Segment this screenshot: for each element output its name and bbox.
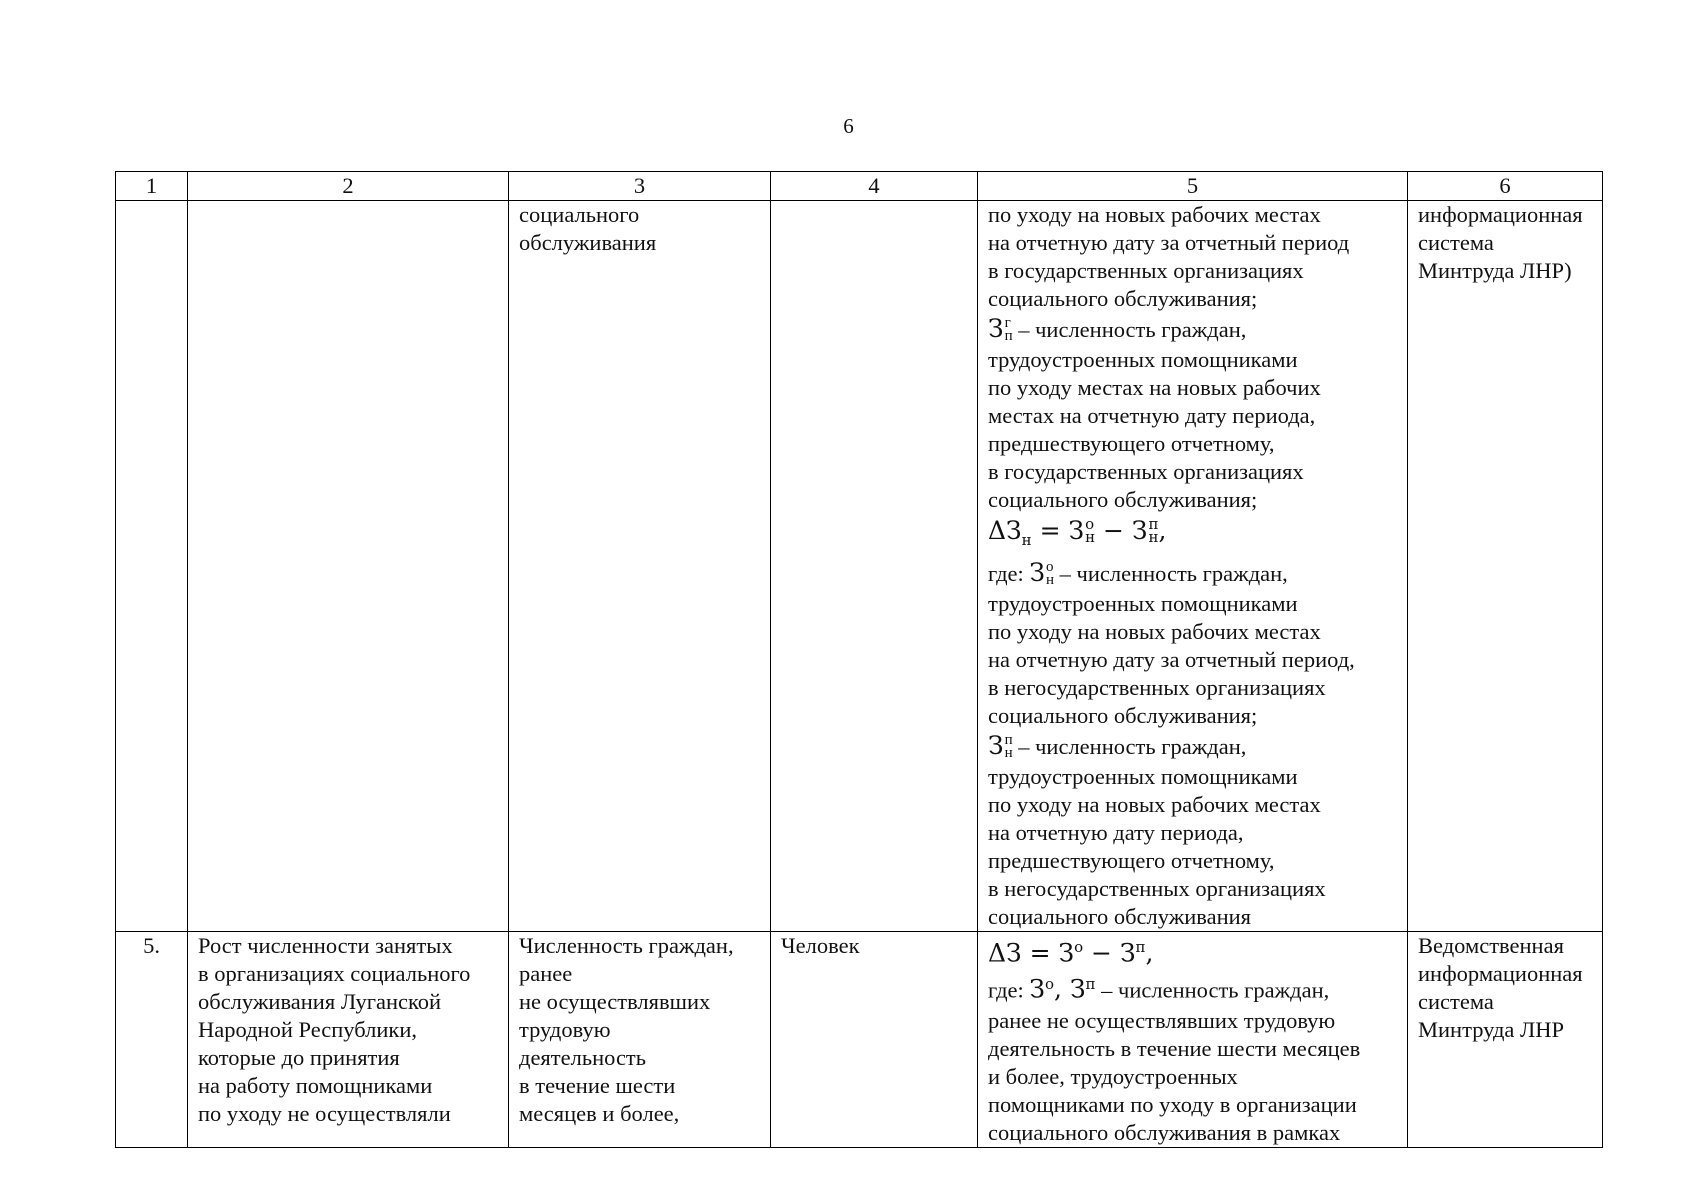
text-line: в негосударственных организациях <box>988 675 1326 700</box>
table-row-continued <box>116 201 1603 932</box>
formula-delta-zn <box>988 514 1397 557</box>
indicator-table <box>115 171 1603 1148</box>
subscript: н <box>1021 531 1032 549</box>
text-line: в государственных организациях <box>988 459 1304 484</box>
text-line: трудовую <box>519 1017 611 1042</box>
formula-minus: − <box>1095 516 1132 545</box>
text-line: Минтруда ЛНР) <box>1418 258 1572 283</box>
text-line: в негосударственных организациях <box>988 876 1326 901</box>
text-line: предшествующего отчетному, <box>988 431 1275 456</box>
formula-delta: ΔЗ <box>988 938 1022 968</box>
text-line: трудоустроенных помощниками <box>988 764 1298 789</box>
formula-term-b: З <box>1119 938 1136 968</box>
formula-tail: , <box>1158 516 1167 545</box>
formula-equals: = <box>1021 938 1059 968</box>
header-col-6: 6 <box>1408 172 1603 201</box>
text-line: система <box>1418 230 1494 255</box>
text-line: информационная <box>1418 202 1583 227</box>
subscript: н <box>1148 527 1159 546</box>
cell-indicator-name <box>188 932 509 1148</box>
formula-term-b: З <box>1131 516 1148 545</box>
header-col-3: 3 <box>509 172 771 201</box>
text-line: социального обслуживания <box>988 904 1252 929</box>
symbol-z: З <box>1069 974 1086 1004</box>
subscript: н <box>1046 571 1055 588</box>
cell-calculation-method <box>978 932 1408 1148</box>
text-line: социального обслуживания в рамках <box>988 1119 1341 1145</box>
superscript: п <box>1085 975 1096 994</box>
definition-text: – численность граждан, <box>1054 561 1288 586</box>
text-line: в организациях социального <box>198 961 471 986</box>
symbol-z: З <box>1029 558 1045 587</box>
text-line: по уходу на новых рабочих местах <box>988 792 1321 817</box>
text-line: система <box>1418 989 1494 1014</box>
text-line: Рост численности занятых <box>198 933 453 958</box>
index-stack <box>1004 731 1013 761</box>
text-line: месяцев и более, <box>519 1101 680 1126</box>
text-line: по уходу на новых рабочих местах <box>988 202 1321 227</box>
text-line: на отчетную дату периода, <box>988 820 1244 845</box>
text-line: и более, трудоустроенных <box>988 1063 1238 1089</box>
text-line: социального обслуживания; <box>988 703 1258 728</box>
definition-znp <box>988 730 1397 763</box>
text-line: помощниками по уходу в организации <box>988 1091 1357 1117</box>
text-line: Численность граждан, <box>519 933 734 958</box>
symbol-z: З <box>1029 974 1045 1004</box>
text-line: социального обслуживания; <box>988 487 1258 512</box>
text-line: социального <box>519 202 640 227</box>
text-line: деятельность <box>519 1045 647 1070</box>
header-col-4: 4 <box>771 172 978 201</box>
formula-delta-z <box>988 932 1397 968</box>
text-line: местах на отчетную дату периода, <box>988 403 1316 428</box>
definition-z <box>988 968 1397 1007</box>
text-line: ранее <box>519 961 573 986</box>
text-line: в государственных организациях <box>988 258 1304 283</box>
superscript: п <box>1135 938 1146 956</box>
subscript: н <box>1085 527 1096 546</box>
formula-term-a: З <box>1068 516 1085 545</box>
header-col-1: 1 <box>116 172 188 201</box>
text-line: информационная <box>1418 961 1583 986</box>
text-line: Ведомственная <box>1418 933 1564 958</box>
definition-prefix: где: <box>988 561 1030 586</box>
header-col-2: 2 <box>188 172 509 201</box>
header-col-5: 5 <box>978 172 1408 201</box>
cell-unit: Человек <box>771 932 978 1148</box>
subscript: н <box>1004 744 1013 761</box>
text-line: по уходу на новых рабочих местах <box>988 619 1321 644</box>
superscript: о <box>1045 975 1055 994</box>
table-header-row <box>116 172 1603 201</box>
cell-indicator-definition <box>509 201 771 932</box>
text-line: трудоустроенных помощниками <box>988 347 1298 372</box>
formula-delta: ΔЗ <box>988 516 1022 545</box>
cell-calculation-method <box>978 201 1408 932</box>
cell-data-source <box>1408 201 1603 932</box>
page-number: 6 <box>843 114 854 138</box>
superscript: г <box>1004 314 1011 331</box>
text-line: которые до принятия <box>198 1045 400 1070</box>
text-line: в течение шести <box>519 1073 676 1098</box>
text-line: обслуживания <box>519 230 657 255</box>
text-line: не осуществлявших <box>519 989 711 1014</box>
cell-number: 5. <box>116 932 188 1148</box>
text-line: на отчетную дату за отчетный период <box>988 230 1350 255</box>
text-line: социального обслуживания; <box>988 286 1258 311</box>
cell-indicator-name <box>188 201 509 932</box>
definition-text: – численность граждан, <box>1012 734 1247 759</box>
formula-term-a: З <box>1058 938 1075 968</box>
formula-minus: − <box>1083 938 1120 968</box>
cell-number <box>116 201 188 932</box>
text-line: деятельность в течение шести месяцев <box>988 1035 1361 1061</box>
definition-text: – численность граждан, <box>1095 977 1330 1003</box>
definition-prefix: где: <box>988 977 1030 1003</box>
formula-tail: , <box>1145 938 1154 968</box>
superscript: п <box>1004 731 1013 748</box>
superscript: о <box>1085 514 1095 533</box>
cell-unit <box>771 201 978 932</box>
cell-indicator-definition <box>509 932 771 1148</box>
text-line: ранее не осуществлявших трудовую <box>988 1007 1336 1033</box>
text-line: на отчетную дату за отчетный период, <box>988 647 1355 672</box>
text-line: обслуживания Луганской <box>198 989 442 1014</box>
text-line: Народной Республики, <box>198 1017 417 1042</box>
superscript: п <box>1148 514 1159 533</box>
text-line: на работу помощниками <box>198 1073 433 1098</box>
index-stack <box>1004 314 1013 344</box>
symbol-z: З <box>988 314 1004 343</box>
definition-text: – численность граждан, <box>1012 317 1247 342</box>
definition-zpg <box>988 313 1397 346</box>
symbol-z: З <box>988 731 1004 760</box>
text-line: по уходу местах на новых рабочих <box>988 375 1321 400</box>
index-stack <box>1148 514 1159 546</box>
text-line: по уходу не осуществляли <box>198 1101 451 1126</box>
text-line: предшествующего отчетному, <box>988 848 1275 873</box>
formula-equals: = <box>1031 516 1069 545</box>
definition-zno <box>988 557 1397 590</box>
text-line: трудоустроенных помощниками <box>988 591 1298 616</box>
table-row-5 <box>116 932 1603 1148</box>
cell-data-source <box>1408 932 1603 1148</box>
definition-separator: , <box>1054 974 1070 1004</box>
superscript: о <box>1074 938 1084 956</box>
index-stack <box>1085 514 1096 546</box>
subscript: п <box>1004 327 1013 344</box>
superscript: о <box>1046 558 1054 575</box>
index-stack <box>1046 558 1055 588</box>
text-line: Минтруда ЛНР <box>1418 1017 1565 1042</box>
